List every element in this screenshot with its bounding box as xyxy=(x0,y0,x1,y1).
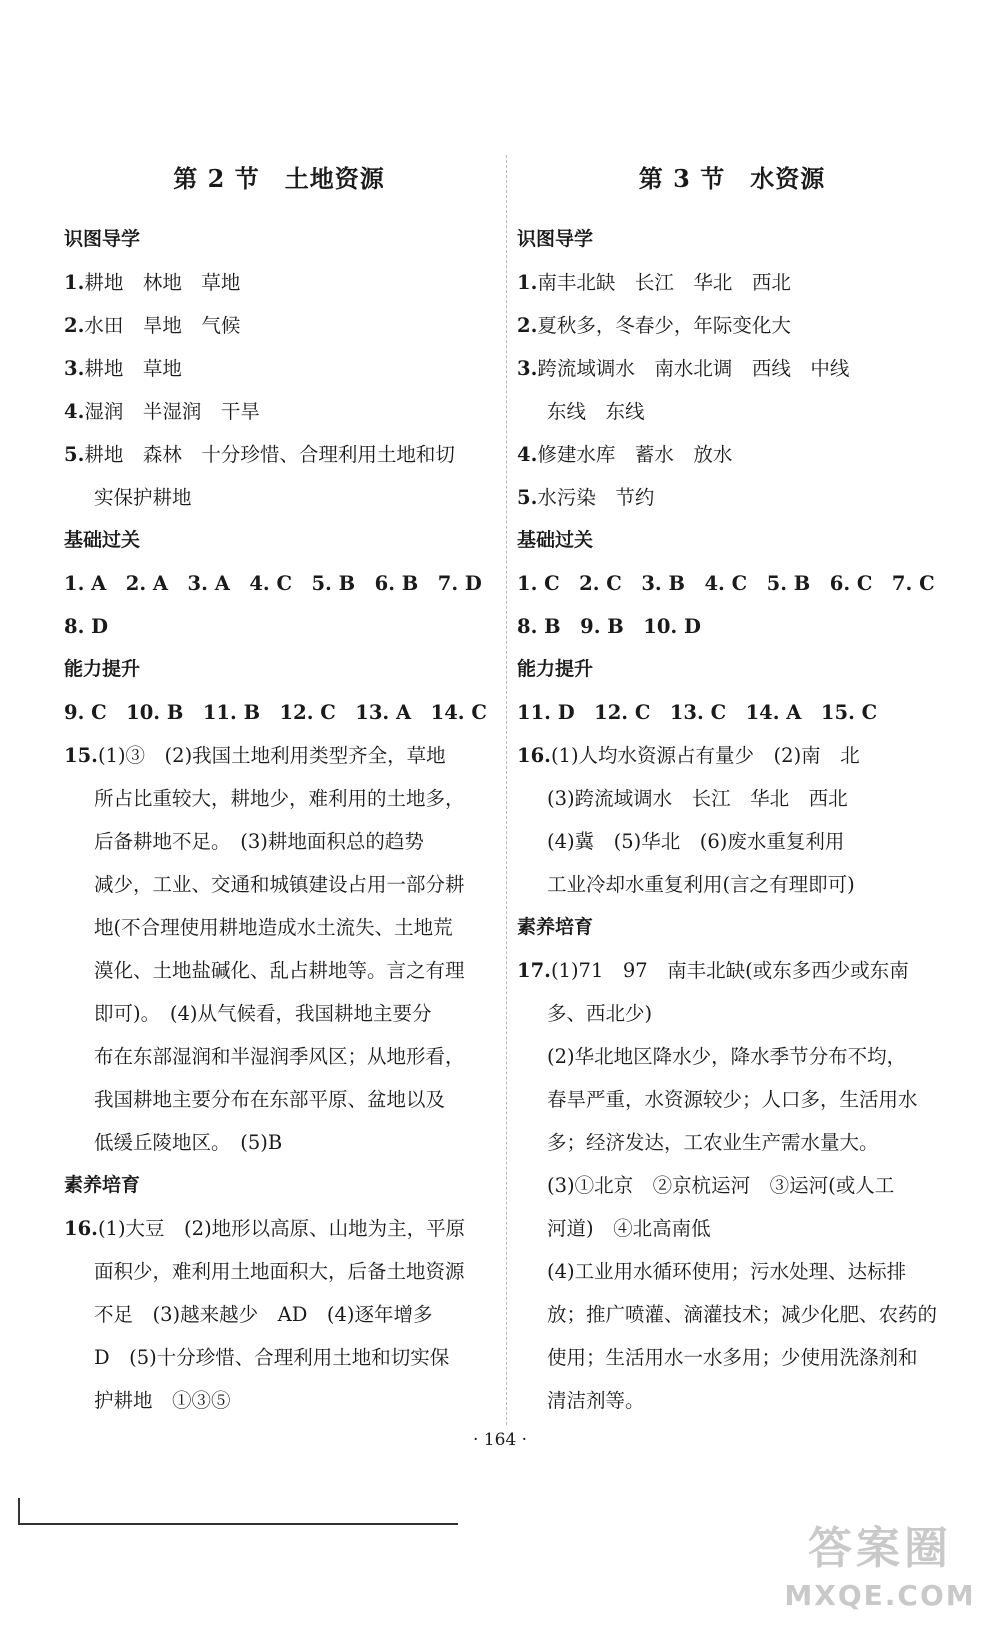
answer-line xyxy=(64,304,494,347)
choice-answers: 8. B 9. B 10. D xyxy=(517,615,701,638)
answer-continuation: 东线 东线 xyxy=(547,400,645,423)
answer-line xyxy=(517,949,947,992)
answer-continuation: 即可)。 (4)从气候看，我国耕地主要分 xyxy=(94,1002,432,1025)
question-number: 4. xyxy=(517,443,538,466)
right-column xyxy=(517,160,947,1422)
question-number: 3. xyxy=(64,357,85,380)
answer-continuation: 春旱严重，水资源较少；人口多，生活用水 xyxy=(547,1088,918,1111)
answer-line xyxy=(64,1207,494,1250)
answer-continuation: 布在东部湿润和半湿润季风区；从地形看， xyxy=(94,1045,465,1068)
answer-continuation: (3)跨流域调水 长江 华北 西北 xyxy=(547,787,848,810)
answer-line xyxy=(64,390,494,433)
answer-line xyxy=(517,476,947,519)
answer-continuation: 多、西北少) xyxy=(547,1002,653,1025)
answer-text: 水田 旱地 气候 xyxy=(84,314,241,337)
watermark-main: 答案圈 xyxy=(808,1523,952,1574)
answer-text: (1)71 97 南丰北缺(或东多西少或东南 xyxy=(550,959,909,982)
watermark-sub: MXQE.COM xyxy=(784,1579,976,1612)
question-number: 5. xyxy=(517,486,538,509)
answer-text: 夏秋多，冬春少，年际变化大 xyxy=(537,314,791,337)
answer-continuation: 放；推广喷灌、滴灌技术；减少化肥、农药的 xyxy=(547,1303,938,1326)
answer-text: 耕地 林地 草地 xyxy=(84,271,241,294)
answer-continuation: 后备耕地不足。 (3)耕地面积总的趋势 xyxy=(94,830,424,853)
section-heading: 基础过关 xyxy=(64,529,141,551)
answer-line xyxy=(517,347,947,390)
answer-continuation: 减少，工业、交通和城镇建设占用一部分耕 xyxy=(94,873,465,896)
answer-continuation: (3)①北京 ②京杭运河 ③运河(或人工 xyxy=(547,1174,895,1197)
question-number: 1. xyxy=(517,271,538,294)
section-title-water: 第 3 节 水资源 xyxy=(638,164,826,193)
answer-continuation: (4)工业用水循环使用；污水处理、达标排 xyxy=(547,1260,907,1283)
question-number: 17. xyxy=(517,959,551,982)
answer-text: 水污染 节约 xyxy=(537,486,655,509)
question-number: 4. xyxy=(64,400,85,423)
section-heading: 素养培育 xyxy=(64,1174,141,1196)
answer-text: 湿润 半湿润 干旱 xyxy=(84,400,260,423)
page-number: · 164 · xyxy=(472,1430,528,1450)
answer-line xyxy=(517,261,947,304)
answer-continuation: 实保护耕地 xyxy=(94,486,192,509)
answer-continuation: (2)华北地区降水少，降水季节分布不均， xyxy=(547,1045,907,1068)
answer-text: 修建水库 蓄水 放水 xyxy=(537,443,733,466)
answer-text: (1)③ (2)我国土地利用类型齐全，草地 xyxy=(97,744,446,767)
question-number: 3. xyxy=(517,357,538,380)
answer-continuation: 工业冷却水重复利用(言之有理即可) xyxy=(547,873,855,896)
answer-line xyxy=(64,433,494,476)
answer-text: 耕地 草地 xyxy=(84,357,182,380)
answer-continuation: 使用；生活用水一水多用；少使用洗涤剂和 xyxy=(547,1346,918,1369)
corner-mark xyxy=(18,1498,20,1524)
answer-continuation: 护耕地 ①③⑤ xyxy=(94,1389,231,1412)
answer-continuation: 面积少，难利用土地面积大，后备土地资源 xyxy=(94,1260,465,1283)
question-number: 15. xyxy=(64,744,98,767)
choice-answers: 8. D xyxy=(64,615,109,638)
answer-continuation: 漠化、土地盐碱化、乱占耕地等。言之有理 xyxy=(94,959,465,982)
answer-text: (1)大豆 (2)地形以高原、山地为主，平原 xyxy=(97,1217,466,1240)
question-number: 2. xyxy=(64,314,85,337)
answer-continuation: D (5)十分珍惜、合理利用土地和切实保 xyxy=(94,1346,450,1369)
question-number: 16. xyxy=(64,1217,98,1240)
bottom-rule xyxy=(18,1523,458,1525)
answer-continuation: 不足 (3)越来越少 AD (4)逐年增多 xyxy=(94,1303,433,1326)
section-heading: 能力提升 xyxy=(517,658,594,680)
answer-continuation: 多；经济发达，工农业生产需水量大。 xyxy=(547,1131,879,1154)
left-answer-list xyxy=(64,218,494,1422)
answer-continuation: 清洁剂等。 xyxy=(547,1389,645,1412)
question-number: 1. xyxy=(64,271,85,294)
answer-text: 南丰北缺 长江 华北 西北 xyxy=(537,271,791,294)
choice-answers: 1. C 2. C 3. B 4. C 5. B 6. C 7. C xyxy=(517,572,935,595)
answer-continuation: 地(不合理使用耕地造成水土流失、土地荒 xyxy=(94,916,453,939)
section-heading: 识图导学 xyxy=(517,228,594,250)
section-title-land: 第 2 节 土地资源 xyxy=(173,164,385,193)
section-heading: 能力提升 xyxy=(64,658,141,680)
answer-text: (1)人均水资源占有量少 (2)南 北 xyxy=(550,744,860,767)
choice-answers: 11. D 12. C 13. C 14. A 15. C xyxy=(517,701,878,724)
answer-continuation: 所占比重较大，耕地少，难利用的土地多， xyxy=(94,787,465,810)
answer-continuation: 低缓丘陵地区。 (5)B xyxy=(94,1131,283,1154)
answer-continuation: (4)冀 (5)华北 (6)废水重复利用 xyxy=(547,830,845,853)
question-number: 5. xyxy=(64,443,85,466)
answer-line xyxy=(64,734,494,777)
section-heading: 基础过关 xyxy=(517,529,594,551)
left-column xyxy=(64,160,494,1422)
section-heading: 素养培育 xyxy=(517,916,594,938)
answer-text: 跨流域调水 南水北调 西线 中线 xyxy=(537,357,850,380)
answer-line xyxy=(517,304,947,347)
column-divider xyxy=(506,155,507,1425)
answer-line xyxy=(64,261,494,304)
answer-continuation: 我国耕地主要分布在东部平原、盆地以及 xyxy=(94,1088,446,1111)
question-number: 2. xyxy=(517,314,538,337)
question-number: 16. xyxy=(517,744,551,767)
choice-answers: 9. C 10. B 11. B 12. C 13. A 14. C xyxy=(64,701,487,724)
answer-line xyxy=(64,347,494,390)
answer-line xyxy=(517,734,947,777)
watermark-logo xyxy=(780,1519,980,1629)
answer-text: 耕地 森林 十分珍惜、合理利用土地和切 xyxy=(84,443,455,466)
answer-continuation: 河道) ④北高南低 xyxy=(547,1217,711,1240)
section-heading: 识图导学 xyxy=(64,228,141,250)
right-answer-list xyxy=(517,218,947,1422)
choice-answers: 1. A 2. A 3. A 4. C 5. B 6. B 7. D xyxy=(64,572,482,595)
answer-line xyxy=(517,433,947,476)
